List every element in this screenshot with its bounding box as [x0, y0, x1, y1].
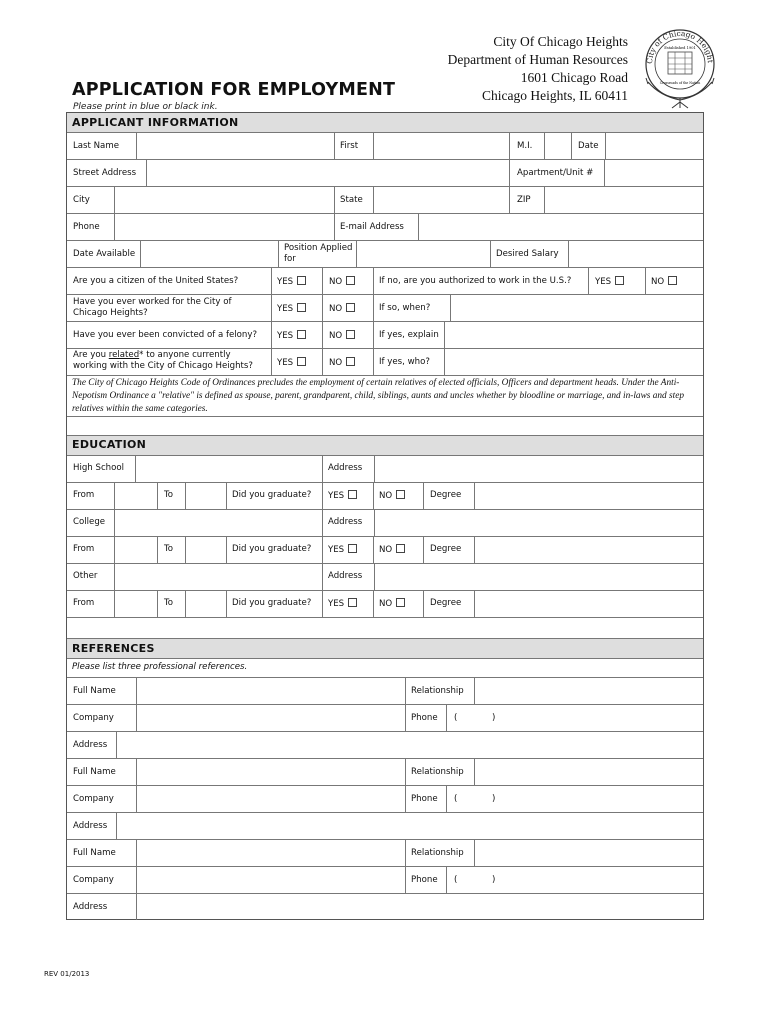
hs-no-option[interactable]: NO [379, 490, 405, 502]
other-degree-field[interactable] [476, 592, 706, 618]
ref2-company-label: Company [73, 794, 114, 804]
city-seal-icon [640, 22, 720, 110]
related-who-field[interactable] [446, 350, 706, 376]
revision-label: REV 01/2013 [44, 970, 90, 978]
zip-label: ZIP [517, 195, 531, 205]
references-note: Please list three professional references. [72, 662, 248, 672]
last-name-label: Last Name [73, 141, 119, 151]
felony-yes-checkbox[interactable] [297, 330, 306, 339]
ref3-address-label: Address [73, 902, 108, 912]
hs-yes-option[interactable]: YES [328, 490, 357, 502]
first-name-label: First [340, 141, 359, 151]
city-label: City [73, 195, 90, 205]
hs-to-field[interactable] [187, 484, 229, 510]
worked-yes-checkbox[interactable] [297, 303, 306, 312]
felony-explain-field[interactable] [446, 323, 706, 349]
ref2-company-field[interactable] [138, 787, 408, 813]
ref1-relationship-field[interactable] [476, 679, 706, 705]
seal-text-inner: Established 1901 [664, 46, 696, 50]
applicant-section-title: APPLICANT INFORMATION [72, 116, 239, 129]
org-street: 1601 Chicago Road [520, 70, 628, 85]
high-school-label: High School [73, 463, 125, 473]
other-yes-checkbox[interactable] [348, 598, 357, 607]
nepotism-notice: The City of Chicago Heights Code of Ordinances precludes the employment of certain relatives of elected officials, Officers and department heads. Under the Anti-Nepotism Ordinance a "relative" is defined as spouse, parent, grandparent, child, siblings, aunts and uncles whether by bloodline or marriage, and in-laws and step relatives within the same categories. [72, 378, 684, 414]
ref1-company-field[interactable] [138, 706, 408, 732]
other-no-checkbox[interactable] [396, 598, 405, 607]
date-available-label: Date Available [73, 249, 136, 259]
ref3-phone-area-open: ( [454, 875, 458, 885]
related-who-label: If yes, who? [379, 357, 430, 367]
date-field[interactable] [607, 134, 706, 160]
college-degree-field[interactable] [476, 538, 706, 564]
college-field[interactable] [116, 511, 324, 537]
ref3-phone-area-close: ) [492, 875, 496, 885]
other-school-label: Other [73, 571, 98, 581]
position-applied-field[interactable] [358, 242, 492, 268]
hs-no-checkbox[interactable] [396, 490, 405, 499]
mi-field[interactable] [546, 134, 574, 160]
org-city: Chicago Heights, IL 60411 [482, 88, 628, 103]
phone-label: Phone [73, 222, 100, 232]
other-from-label: From [73, 598, 95, 608]
ref1-relationship-label: Relationship [411, 686, 464, 696]
references-section-title: REFERENCES [72, 642, 155, 655]
related-no-option[interactable]: NO [329, 357, 355, 369]
ref1-full-name-field[interactable] [138, 679, 408, 705]
mi-label: M.I. [517, 141, 533, 151]
ref1-phone-field[interactable] [448, 706, 706, 732]
authorized-no-option[interactable]: NO [651, 276, 677, 288]
first-name-field[interactable] [375, 134, 513, 160]
ref2-phone-area-open: ( [454, 794, 458, 804]
ref2-relationship-field[interactable] [476, 760, 706, 786]
other-degree-label: Degree [430, 598, 462, 608]
zip-field[interactable] [546, 188, 706, 214]
worked-when-label: If so, when? [379, 303, 431, 313]
other-to-field[interactable] [187, 592, 229, 618]
worked-before-question: Have you ever worked for the City of Chicago Heights? [73, 297, 232, 318]
ref1-full-name-label: Full Name [73, 686, 116, 696]
worked-no-option[interactable]: NO [329, 303, 355, 315]
last-name-field[interactable] [138, 134, 338, 160]
authorized-yes-checkbox[interactable] [615, 276, 624, 285]
ref3-phone-field[interactable] [448, 868, 706, 894]
college-to-field[interactable] [187, 538, 229, 564]
education-section-band [67, 435, 703, 455]
street-address-label: Street Address [73, 168, 137, 178]
ref1-phone-area-close: ) [492, 713, 496, 723]
ref3-full-name-field[interactable] [138, 841, 408, 867]
ref1-phone-area-open: ( [454, 713, 458, 723]
related-yes-option[interactable]: YES [277, 357, 306, 369]
ref2-full-name-field[interactable] [138, 760, 408, 786]
college-yes-option[interactable]: YES [328, 544, 357, 556]
other-graduate-label: Did you graduate? [232, 598, 312, 608]
ref2-address-label: Address [73, 821, 108, 831]
felony-question: Have you ever been convicted of a felony? [73, 330, 258, 340]
org-department: Department of Human Resources [447, 52, 628, 67]
citizen-yes-option[interactable]: YES [277, 276, 306, 288]
related-no-checkbox[interactable] [346, 357, 355, 366]
related-yes-checkbox[interactable] [297, 357, 306, 366]
seal-text-top: City of Chicago Height [644, 28, 716, 65]
high-school-address-label: Address [328, 463, 363, 473]
org-name: City Of Chicago Heights [493, 34, 628, 49]
hs-from-field[interactable] [116, 484, 160, 510]
college-from-label: From [73, 544, 95, 554]
org-address-block [448, 33, 628, 105]
ref3-company-field[interactable] [138, 868, 408, 894]
felony-no-option[interactable]: NO [329, 330, 355, 342]
college-graduate-label: Did you graduate? [232, 544, 312, 554]
ref2-full-name-label: Full Name [73, 767, 116, 777]
ref1-company-label: Company [73, 713, 114, 723]
other-address-label: Address [328, 571, 363, 581]
other-from-field[interactable] [116, 592, 160, 618]
felony-yes-option[interactable]: YES [277, 330, 306, 342]
college-yes-checkbox[interactable] [348, 544, 357, 553]
state-field[interactable] [375, 188, 513, 214]
seal-text-bottom: Crossroads of the Nation [659, 81, 701, 85]
date-available-field[interactable] [142, 242, 280, 268]
college-to-label: To [164, 544, 174, 554]
college-label: College [73, 517, 106, 527]
email-label: E-mail Address [340, 222, 404, 232]
related-question: Are you related* to anyone currently working with the City of Chicago Heights? [73, 350, 253, 371]
ref1-phone-label: Phone [411, 713, 438, 723]
form-title: APPLICATION FOR EMPLOYMENT [72, 80, 396, 100]
street-address-field[interactable] [148, 161, 512, 187]
college-address-label: Address [328, 517, 363, 527]
college-no-option[interactable]: NO [379, 544, 405, 556]
date-label: Date [578, 141, 599, 151]
hs-yes-checkbox[interactable] [348, 490, 357, 499]
hs-graduate-label: Did you graduate? [232, 490, 312, 500]
hs-from-label: From [73, 490, 95, 500]
ref3-phone-label: Phone [411, 875, 438, 885]
ref3-company-label: Company [73, 875, 114, 885]
high-school-field[interactable] [137, 457, 324, 483]
ref3-relationship-field[interactable] [476, 841, 706, 867]
authorized-yes-option[interactable]: YES [595, 276, 624, 288]
references-section-band [67, 638, 703, 658]
college-from-field[interactable] [116, 538, 160, 564]
authorized-question: If no, are you authorized to work in the U.S.? [379, 276, 572, 286]
ref3-relationship-label: Relationship [411, 848, 464, 858]
worked-yes-option[interactable]: YES [277, 303, 306, 315]
other-yes-option[interactable]: YES [328, 598, 357, 610]
other-address-field[interactable] [376, 565, 706, 591]
apartment-field[interactable] [606, 161, 706, 187]
ref2-phone-label: Phone [411, 794, 438, 804]
ref1-address-field[interactable] [118, 733, 706, 759]
other-to-label: To [164, 598, 174, 608]
other-school-field[interactable] [116, 565, 324, 591]
apartment-label: Apartment/Unit # [517, 168, 594, 178]
ref2-phone-field[interactable] [448, 787, 706, 813]
position-applied-label: Position Applied for [284, 243, 353, 264]
ref3-full-name-label: Full Name [73, 848, 116, 858]
state-label: State [340, 195, 363, 205]
worked-when-field[interactable] [452, 296, 706, 322]
college-no-checkbox[interactable] [396, 544, 405, 553]
ref2-phone-area-close: ) [492, 794, 496, 804]
city-field[interactable] [116, 188, 338, 214]
education-section-title: EDUCATION [72, 438, 147, 451]
citizen-no-option[interactable]: NO [329, 276, 355, 288]
felony-explain-label: If yes, explain [379, 330, 439, 340]
ref1-address-label: Address [73, 740, 108, 750]
worked-no-checkbox[interactable] [346, 303, 355, 312]
hs-degree-field[interactable] [476, 484, 706, 510]
citizen-no-checkbox[interactable] [346, 276, 355, 285]
ref2-address-field[interactable] [118, 814, 706, 840]
hs-to-label: To [164, 490, 174, 500]
college-address-field[interactable] [376, 511, 706, 537]
high-school-address-field[interactable] [376, 457, 706, 483]
email-field[interactable] [420, 215, 706, 241]
ref3-address-field[interactable] [138, 895, 706, 921]
desired-salary-label: Desired Salary [496, 249, 559, 259]
form-subtitle: Please print in blue or black ink. [73, 102, 218, 112]
college-degree-label: Degree [430, 544, 462, 554]
hs-degree-label: Degree [430, 490, 462, 500]
felony-no-checkbox[interactable] [346, 330, 355, 339]
desired-salary-field[interactable] [570, 242, 706, 268]
citizen-yes-checkbox[interactable] [297, 276, 306, 285]
phone-field[interactable] [116, 215, 338, 241]
authorized-no-checkbox[interactable] [668, 276, 677, 285]
ref2-relationship-label: Relationship [411, 767, 464, 777]
citizen-question: Are you a citizen of the United States? [73, 276, 239, 286]
other-no-option[interactable]: NO [379, 598, 405, 610]
